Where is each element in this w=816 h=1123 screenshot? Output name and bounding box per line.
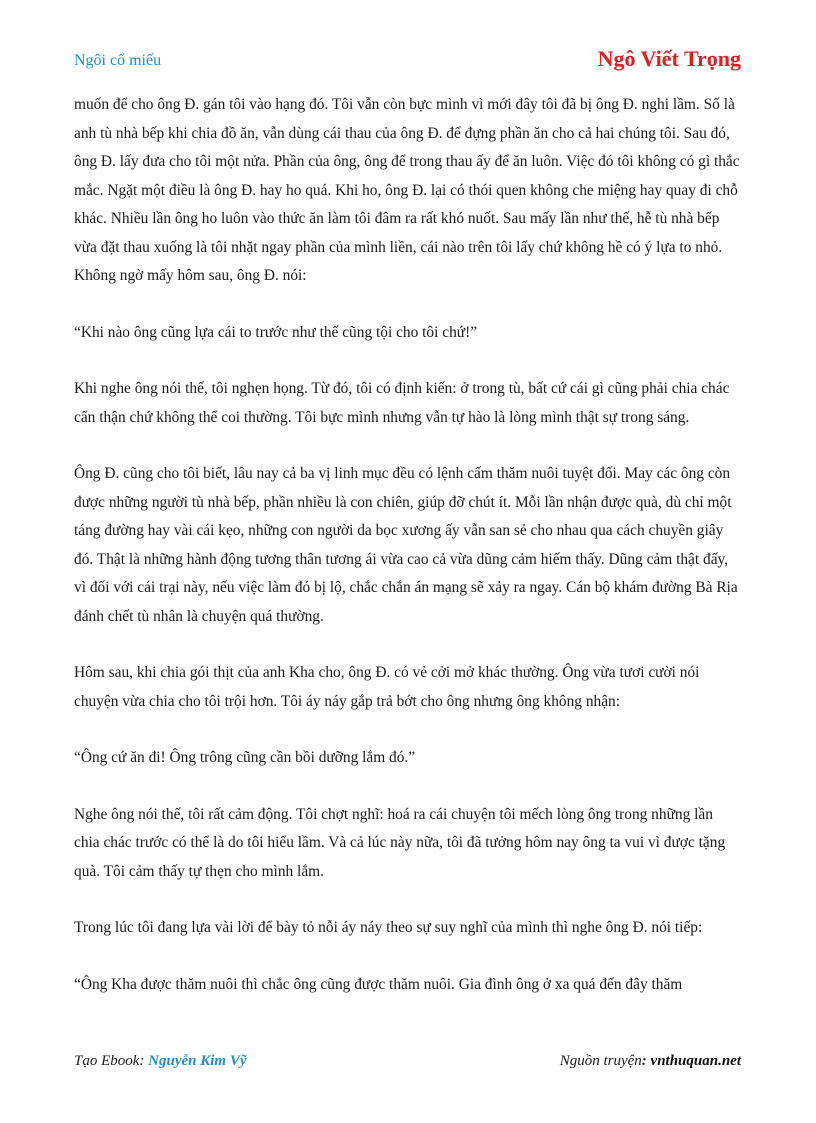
ebook-credit: Tạo Ebook: Nguyễn Kim Vỹ — [74, 1053, 247, 1069]
page-footer — [74, 1053, 741, 1077]
paragraph: muốn để cho ông Đ. gán tôi vào hạng đó. Tôi vẫn còn bực mình vì mới đây tôi đã bị ông Đ. nghi lầm. Số là anh tù nhà bếp khi chia đồ ăn, vẫn dùng cái thau của ông Đ. để đựng phần ăn cho cả hai chúng tôi. Sau đó, ông Đ. lấy đưa cho tôi một nửa. Phần của ông, ông để trong thau ấy để ăn luôn. Việc đó tôi không có gì thắc mắc. Ngặt một điều là ông Đ. hay ho quá. Khi ho, ông Đ. lại có thói quen không che miệng hay quay đi chỗ khác. Nhiều lần ông ho luôn vào thức ăn làm tôi đâm ra rất khó nuốt. Sau mấy lần như thế, hễ tù nhà bếp vừa đặt thau xuống là tôi nhặt ngay phần của mình liền, cái nào trên tôi lấy chứ không hề có ý lựa to nhỏ. Không ngờ mấy hôm sau, ông Đ. nói: — [74, 96, 740, 284]
paragraph: “Khi nào ông cũng lựa cái to trước như thế cũng tội cho tôi chứ!” — [74, 323, 478, 341]
paragraph: Ông Đ. cũng cho tôi biết, lâu nay cả ba vị linh mục đều có lệnh cấm thăm nuôi tuyệt đối. May các ông còn được những người tù nhà bếp, phần nhiều là con chiên, giúp đỡ chút ít. Mỗi lần nhận được quà, dù chỉ một táng đường hay vài cái kẹo, những con người da bọc xương ấy vẫn san sẻ cho nhau qua cách chuyền giây đó. Thật là những hành động tương thân tương ái vừa cao cả vừa dũng cảm hiếm thấy. Dũng cảm thật đấy, vì đối với cái trại này, nếu việc làm đó bị lộ, chắc chắn án mạng sẽ xảy ra ngay. Cán bộ khám đường Bà Rịa đánh chết tù nhân là chuyện quá thường. — [74, 465, 738, 625]
ebook-label: Tạo Ebook — [74, 1053, 140, 1069]
page-content — [74, 91, 742, 1027]
author-name: Ngô Viết Trọng — [597, 46, 741, 71]
paragraph: “Ông cứ ăn đi! Ông trông cũng cần bồi dưỡng lắm đó.” — [74, 749, 416, 766]
source-site: vnthuquan.net — [650, 1053, 741, 1069]
book-title: Ngôi cổ miếu — [74, 52, 162, 69]
paragraph: Khi nghe ông nói thế, tôi nghẹn họng. Từ đó, tôi có định kiến: ở trong tù, bất cứ cái gì cũng phải chia chác cẩn thận chứ không thể coi thường. Tôi bực mình nhưng vẫn tự hào là lòng mình thật sự trong sáng. — [74, 380, 730, 426]
paragraph: “Ông Kha được thăm nuôi thì chắc ông cũng được thăm nuôi. Gia đình ông ở xa quá đến đây thăm — [74, 975, 683, 993]
source-label: Nguồn truyện — [559, 1053, 642, 1069]
page-header — [74, 46, 741, 76]
paragraph: Hôm sau, khi chia gói thịt của anh Kha cho, ông Đ. có vẻ cởi mở khác thường. Ông vừa tươi cười nói chuyện vừa chia cho tôi trội hơn. Tôi áy náy gắp trả bớt cho ông nhưng ông không nhận: — [74, 664, 700, 710]
paragraph: Trong lúc tôi đang lựa vài lời để bày tỏ nỗi áy náy theo sự suy nghĩ của mình thì nghe ông Đ. nói tiếp: — [74, 919, 703, 936]
ebook-creator: Nguyễn Kim Vỹ — [148, 1053, 247, 1069]
paragraph: Nghe ông nói thế, tôi rất cảm động. Tôi chợt nghĩ: hoá ra cái chuyện tôi mếch lòng ông trong những lần chia chác trước có thể là do tôi hiểu lầm. Và cả lúc này nữa, tôi đã tưởng hôm nay ông ta vui vì được tặng quà. Tôi cảm thấy tự thẹn cho mình lắm. — [74, 805, 726, 880]
source-credit: Nguồn truyện: vnthuquan.net — [559, 1053, 741, 1069]
